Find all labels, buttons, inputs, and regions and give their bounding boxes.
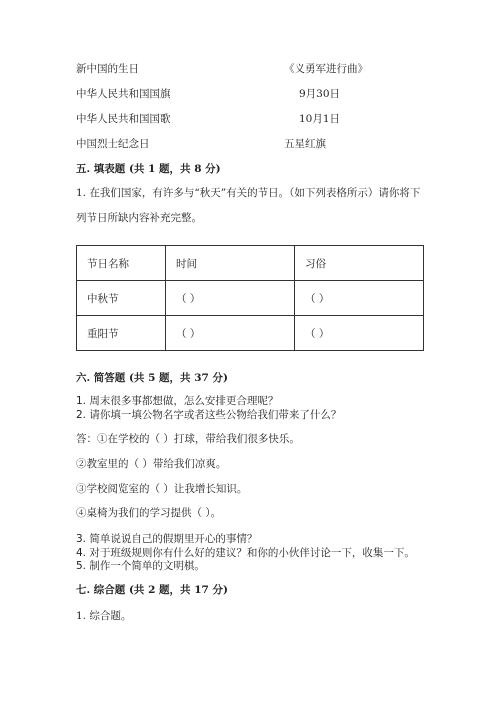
- section5-q1-line1: 1. 在我们国家，有许多与“秋天”有关的节日。（如下列表格所示）请你将下: [76, 187, 421, 199]
- table-cell: 中秋节: [77, 281, 166, 316]
- section6-title: 六. 简答题 (共 5 题，共 37 分): [76, 372, 228, 384]
- section6-q1: 1. 周末很多事都想做，怎么安排更合理呢？: [76, 395, 279, 407]
- match-right-3: 10月1日: [299, 113, 341, 125]
- match-right-4: 五星红旗: [284, 138, 326, 150]
- table-cell-blank[interactable]: （ ）: [295, 281, 424, 316]
- section6-q3: 3. 简单说说自己的假期里开心的事情？: [76, 533, 258, 545]
- match-left-3: 中华人民共和国国歌: [76, 113, 171, 125]
- table-row: [77, 281, 424, 316]
- match-left-4: 中国烈士纪念日: [76, 138, 150, 150]
- table-header-cell: 时间: [166, 246, 295, 281]
- table-cell: 重阳节: [77, 316, 166, 351]
- section6-answer-3: ③学校阅览室的（ ）让我增长知识。: [76, 483, 248, 495]
- table-header-cell: 节日名称: [77, 246, 166, 281]
- table-header-cell: 习俗: [295, 246, 424, 281]
- section6-answer-4: ④桌椅为我们的学习提供（ ）。: [76, 507, 222, 519]
- section7-q1: 1. 综合题。: [76, 610, 132, 622]
- table-cell-blank[interactable]: （ ）: [166, 281, 295, 316]
- section6-q2: 2. 请你填一填公物名字或者这些公物给我们带来了什么？: [76, 409, 342, 421]
- section6-q5: 5. 制作一个简单的文明棋。: [76, 560, 205, 572]
- section6-q4: 4. 对于班级规则你有什么好的建议？和你的小伙伴讨论一下，收集一下。: [76, 547, 415, 559]
- match-right-2: 9月30日: [299, 88, 341, 100]
- table-cell-blank[interactable]: （ ）: [166, 316, 295, 351]
- section5-title: 五. 填表题 (共 1 题，共 8 分): [76, 163, 221, 175]
- match-left-1: 新中国的生日: [76, 63, 139, 75]
- match-left-2: 中华人民共和国国旗: [76, 88, 171, 100]
- section6-answer-1: 答：①在学校的（ ）打球，带给我们很多快乐。: [76, 433, 300, 445]
- match-right-1: 《义勇军进行曲》: [284, 63, 368, 75]
- table-header-row: [77, 246, 424, 281]
- section7-title: 七. 综合题 (共 2 题，共 17 分): [76, 584, 228, 596]
- section6-answer-2: ②教室里的（ ）带给我们凉爽。: [76, 458, 227, 470]
- section5-q1-line2: 列节日所缺内容补充完整。: [76, 212, 202, 224]
- festival-table: [76, 245, 424, 351]
- table-cell-blank[interactable]: （ ）: [295, 316, 424, 351]
- table-row: [77, 316, 424, 351]
